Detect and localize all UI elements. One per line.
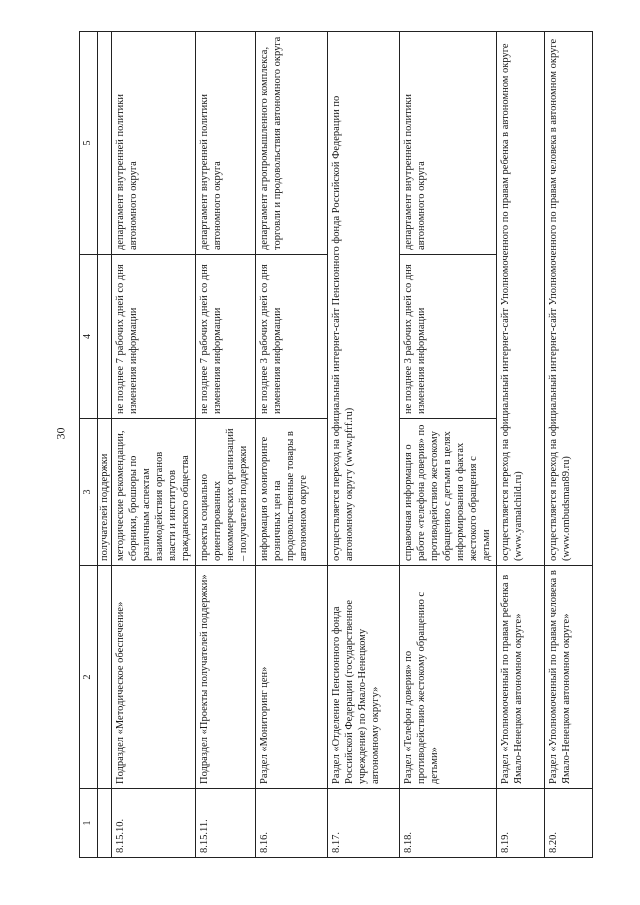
- content-cell: получателей поддержки: [97, 419, 111, 566]
- table-row: [399, 32, 496, 858]
- content-cell: информация о мониторинге розничных цен на продовольственные товары в автономном округе: [255, 419, 327, 566]
- responsible-cell: департамент агропромышленного комплекса, торговли и продовольствия автономного округа: [255, 32, 327, 255]
- responsible-cell: [97, 32, 111, 255]
- table-row: [111, 32, 195, 858]
- table-row: [195, 32, 255, 858]
- header-cell: 3: [80, 419, 98, 566]
- page-number: 30: [53, 427, 68, 440]
- document-table: [79, 31, 593, 858]
- number-cell: 8.20.: [544, 789, 592, 858]
- section-cell: Раздел «Отделение Пенсионного фонда Российской Федерации (государственное учреждение) по Ямало-Ненецкому автономному округу»: [327, 566, 399, 789]
- section-cell: Раздел «Мониторинг цен»: [255, 566, 327, 789]
- responsible-cell: департамент внутренней политики автономного округа: [195, 32, 255, 255]
- rotated-table-container: [79, 32, 579, 858]
- header-cell: 2: [80, 566, 98, 789]
- section-cell: Раздел «Телефон доверия» по противодействию жестокому обращению с детьми»: [399, 566, 496, 789]
- number-cell: 8.15.11.: [195, 789, 255, 858]
- number-cell: 8.18.: [399, 789, 496, 858]
- number-cell: 8.19.: [496, 789, 544, 858]
- table-row: [544, 32, 592, 858]
- content-cell: справочная информация о работе «телефона доверия» по противодействию жестокому обращению с детьми в целях информирования о фактах жестокого обращения с детьми: [399, 419, 496, 566]
- deadline-cell: не позднее 3 рабочих дней со дня изменения информации: [255, 255, 327, 419]
- number-cell: [97, 789, 111, 858]
- responsible-cell: департамент внутренней политики автономного округа: [399, 32, 496, 255]
- table-row: [496, 32, 544, 858]
- redirect-cell: осуществляется переход на официальный интернет-сайт Пенсионного фонда Российской Федерации по автономному округу (www.pfrf.ru): [327, 32, 399, 566]
- header-cell: 4: [80, 255, 98, 419]
- section-cell: Раздел «Уполномоченный по правам ребенка в Ямало-Ненецком автономном округе»: [496, 566, 544, 789]
- content-cell: проекты социально ориентированных некоммерческих организаций – получателей поддержки: [195, 419, 255, 566]
- redirect-cell: осуществляется переход на официальный интернет-сайт Уполномоченного по правам ребенка в автономном округе (www.yamalchild.ru): [496, 32, 544, 566]
- table-row: [327, 32, 399, 858]
- deadline-cell: не позднее 7 рабочих дней со дня изменения информации: [111, 255, 195, 419]
- section-cell: Раздел «Уполномоченный по правам человека в Ямало-Ненецком автономном округе»: [544, 566, 592, 789]
- table-row: [97, 32, 111, 858]
- section-cell: [97, 566, 111, 789]
- table-row: [255, 32, 327, 858]
- deadline-cell: не позднее 3 рабочих дней со дня изменения информации: [399, 255, 496, 419]
- deadline-cell: [97, 255, 111, 419]
- header-cell: 5: [80, 32, 98, 255]
- responsible-cell: департамент внутренней политики автономного округа: [111, 32, 195, 255]
- redirect-cell: осуществляется переход на официальный интернет-сайт Уполномоченного по правам человека в автономном округе (www.ombudsman89.ru): [544, 32, 592, 566]
- section-cell: Подраздел «Проекты получателей поддержки»: [195, 566, 255, 789]
- section-cell: Подраздел «Методическое обеспечение»: [111, 566, 195, 789]
- content-cell: методические рекомендации, сборники, брошюры по различным аспектам взаимодействия органов власти и институтов гражданского общества: [111, 419, 195, 566]
- number-cell: 8.16.: [255, 789, 327, 858]
- table-header-row: [80, 32, 98, 858]
- number-cell: 8.17.: [327, 789, 399, 858]
- header-cell: 1: [80, 789, 98, 858]
- number-cell: 8.15.10.: [111, 789, 195, 858]
- deadline-cell: не позднее 7 рабочих дней со дня изменения информации: [195, 255, 255, 419]
